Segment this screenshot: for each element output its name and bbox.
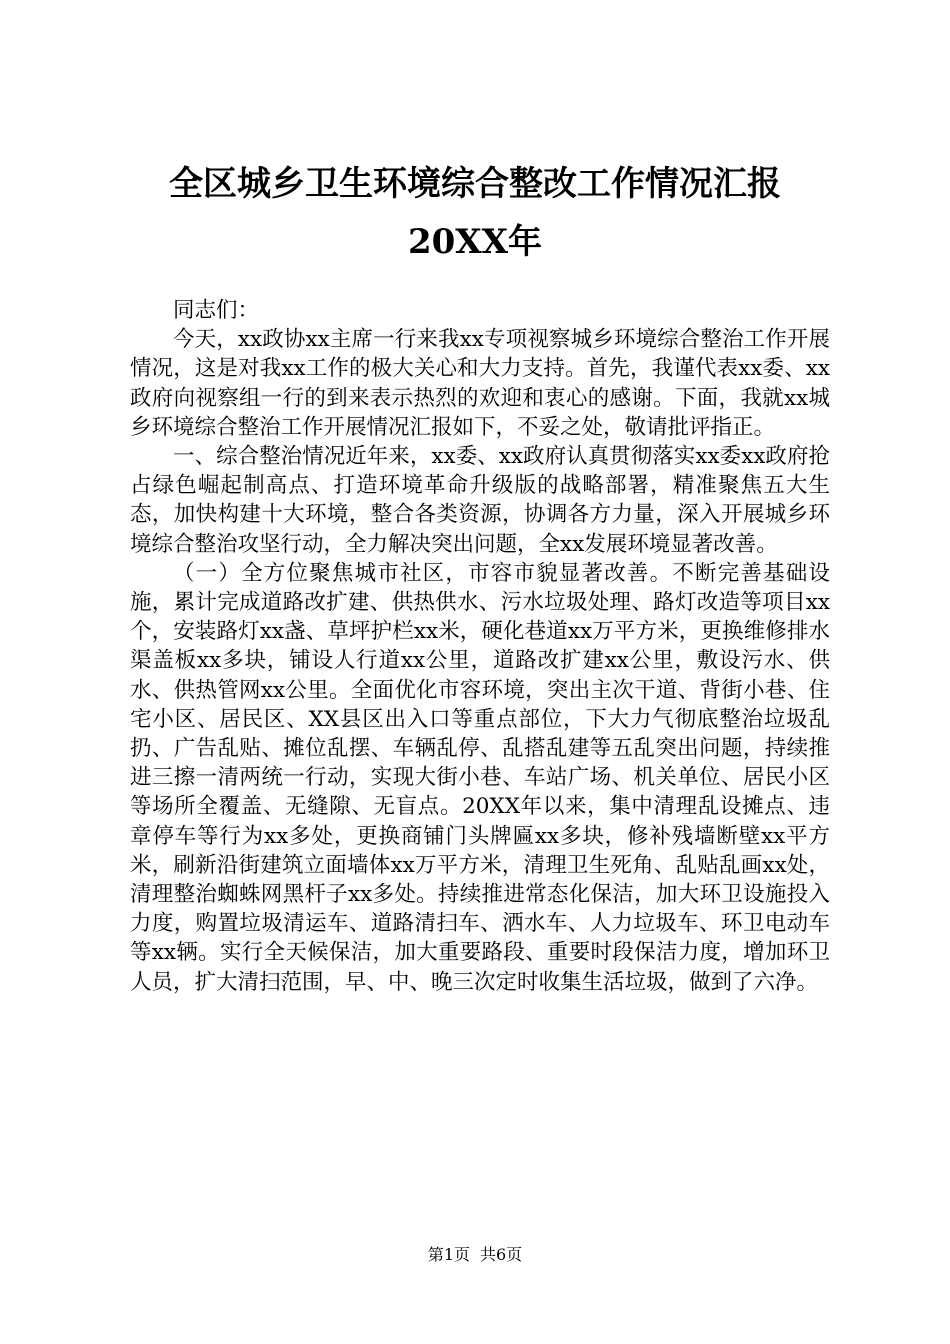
document-title: 全区城乡卫生环境综合整改工作情况汇报 — [169, 164, 781, 204]
document-body — [130, 296, 830, 997]
paragraph-subsection-1: （一）全方位聚焦城市社区，市容市貌显著改善。不断完善基础设施，累计完成道路改扩建、供热供水、污水垃圾处理、路灯改造等项目xx个，安装路灯xx盏、草坪护栏xx米，硬化巷道xx万平方米，更换维修排水渠盖板xx多块，铺设人行道xx公里，道路改扩建xx公里，敷设污水、供水、供热管网xx公里。全面优化市容环境，突出主次干道、背街小巷、住宅小区、居民区、XX县区出入口等重点部位，下大力气彻底整治垃圾乱扔、广告乱贴、摊位乱摆、车辆乱停、乱搭乱建等五乱突出问题，持续推进三擦一清两统一行动，实现大街小巷、车站广场、机关单位、居民小区等场所全覆盖、无缝隙、无盲点。20XX年以来，集中清理乱设摊点、违章停车等行为xx多处，更换商铺门头牌匾xx多块，修补残墙断壁xx平方米，刷新沿街建筑立面墙体xx万平方米，清理卫生死角、乱贴乱画xx处，清理整治蜘蛛网黑杆子xx多处。持续推进常态化保洁，加大环卫设施投入力度，购置垃圾清运车、道路清扫车、洒水车、人力垃圾车、环卫电动车等xx辆。实行全天候保洁，加大重要路段、重要时段保洁力度，增加环卫人员，扩大清扫范围，早、中、晚三次定时收集生活垃圾，做到了六净。 — [130, 560, 830, 995]
page-total: 共6页 — [480, 1245, 523, 1264]
page-footer — [0, 1244, 950, 1266]
paragraph-section-1: 一、综合整治情况近年来，xx委、xx政府认真贯彻落实xx委xx政府抢占绿色崛起制高点、打造环境革命升级版的战略部署，精准聚焦五大生态，加快构建十大环境，整合各类资源，协调各方力量，深入开展城乡环境综合整治攻坚行动，全力解决突出问题，全xx发展环境显著改善。 — [130, 444, 830, 557]
page-number: 第1页 — [427, 1245, 470, 1264]
document-title-year: 20XX年 — [407, 222, 543, 262]
paragraph-intro: 今天，xx政协xx主席一行来我xx专项视察城乡环境综合整治工作开展情况，这是对我xx工作的极大关心和大力支持。首先，我谨代表xx委、xx政府向视察组一行的到来表示热烈的欢迎和衷心的感谢。下面，我就xx城乡环境综合整治工作开展情况汇报如下，不妥之处，敬请批评指正。 — [130, 327, 830, 440]
greeting: 同志们： — [173, 298, 260, 323]
